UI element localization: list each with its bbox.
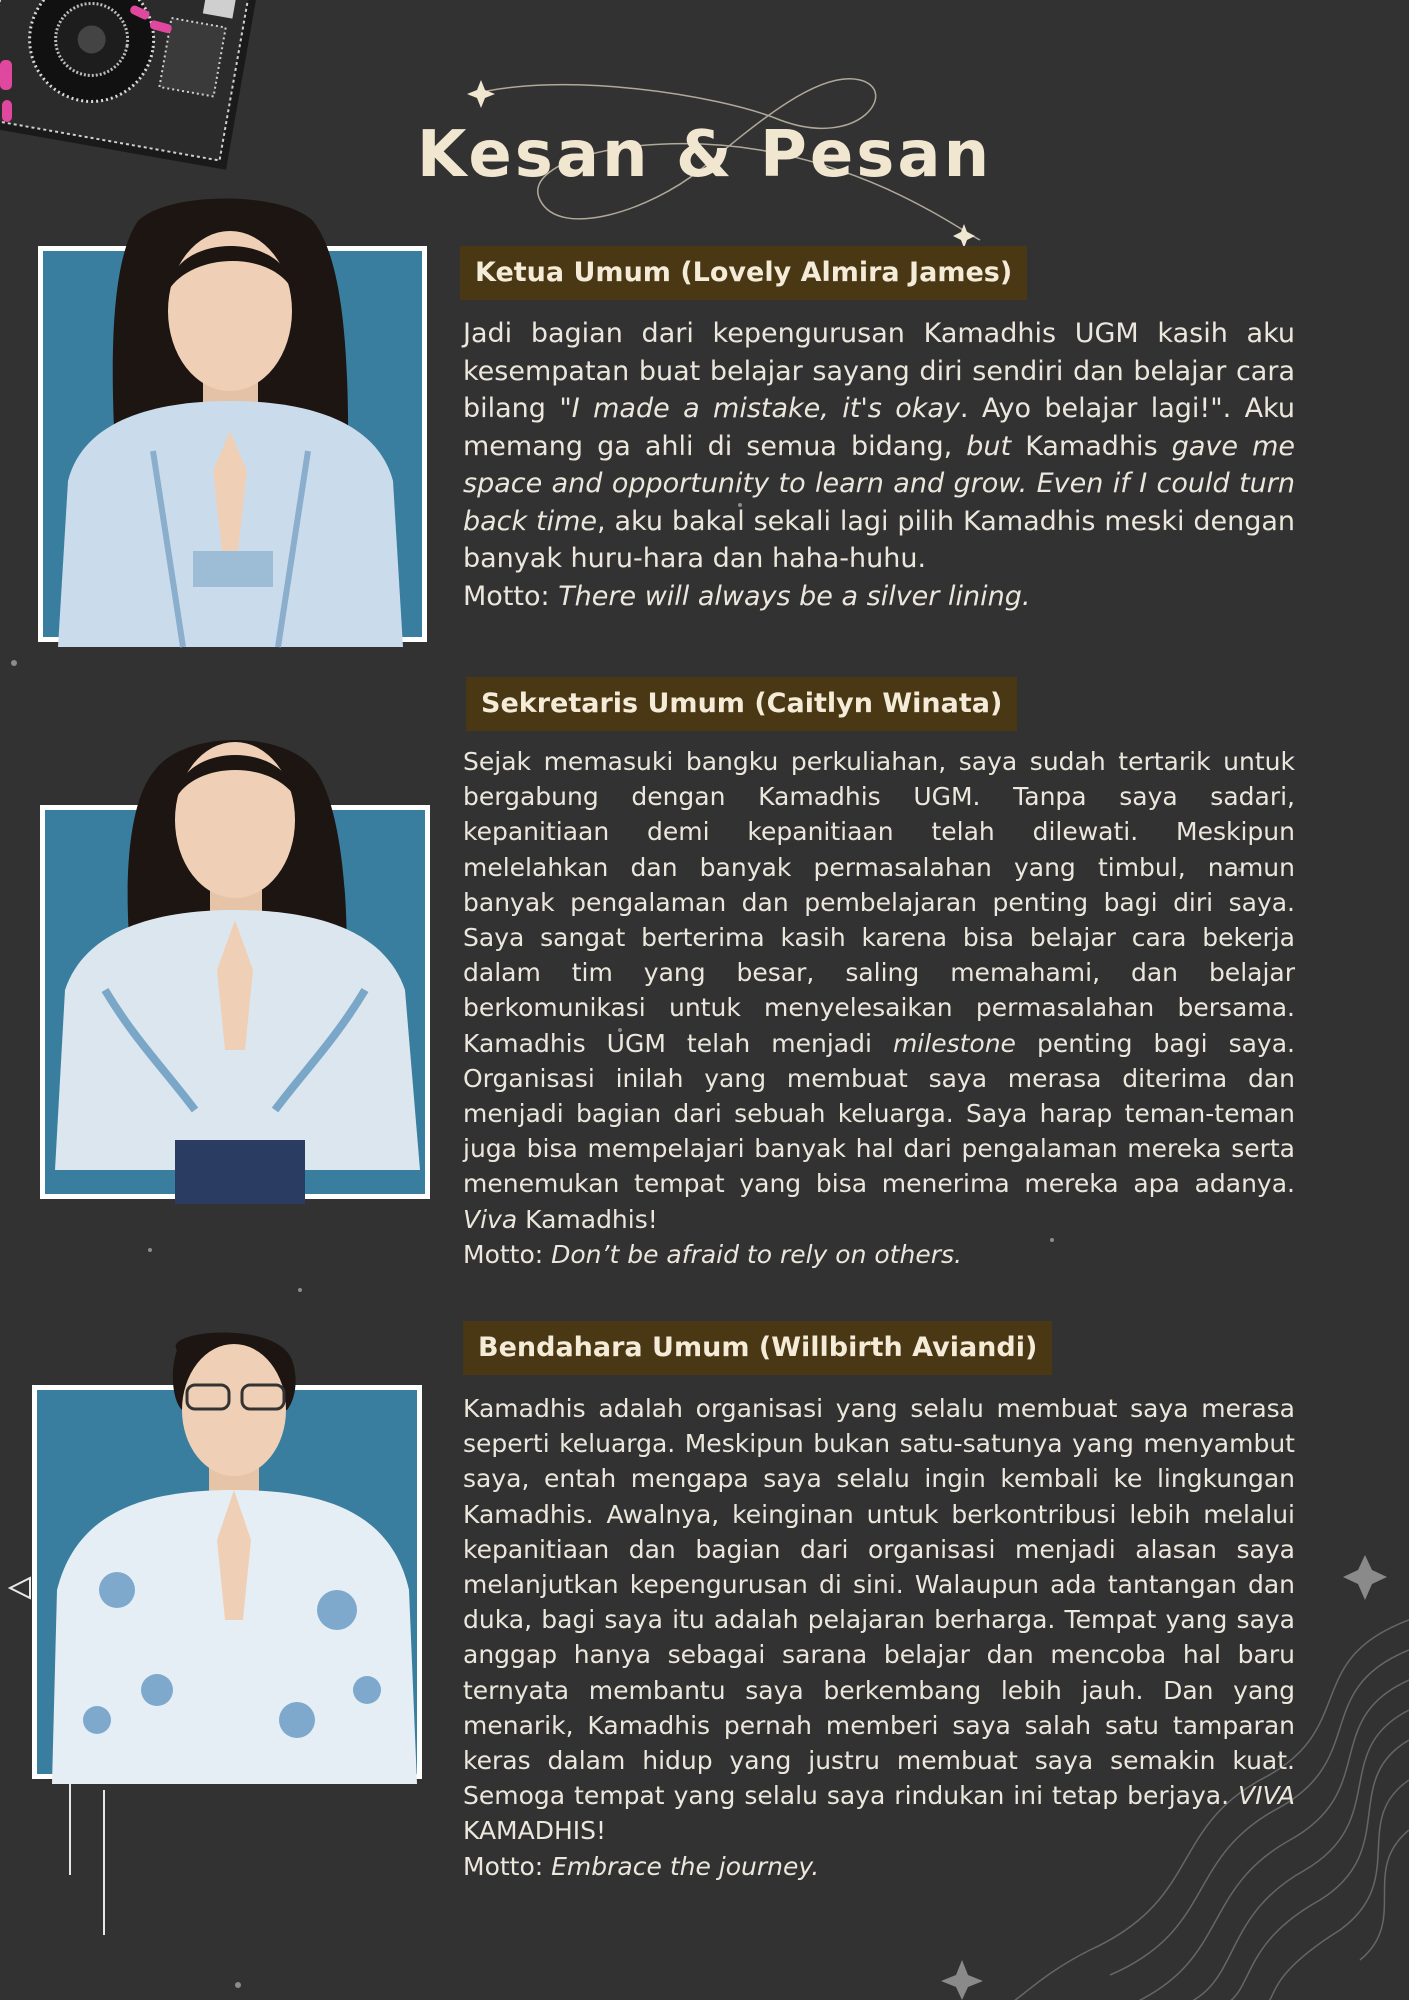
paragraph — [463, 1391, 1295, 1849]
text-part: Sejak memasuki bangku perkuliahan, saya sudah tertarik untuk bergabung dengan Kamadhis UGM. Tanpa saya sadari, kepanitiaan demi kepanitiaan telah dilewati. Meskipun melelahkan dan banyak permasalahan yang timbul, namun banyak pengalaman dan pembelajaran penting bagi diri saya. Saya sangat berterima kasih karena bisa belajar cara bekerja dalam tim yang besar, saling memahami, dan belajar berkomunikasi untuk menyelesaikan permasalahan bersama. Kamadhis UGM telah menjadi — [463, 747, 1295, 1058]
text-bendahara-umum — [463, 1391, 1295, 1884]
text-part-italic: milestone — [892, 1028, 1016, 1058]
person-portrait-icon — [45, 810, 435, 1204]
text-part: . Ayo belajar lagi!". Aku memang ga ahli di semua bidang, — [463, 393, 1295, 462]
heading-sekretaris-umum: Sekretaris Umum (Caitlyn Winata) — [466, 677, 1017, 731]
text-part-italic: Viva — [463, 1204, 518, 1234]
text-part: Kamadhis adalah organisasi yang selalu membuat saya merasa seperti keluarga. Meskipun bukan satu-satunya yang menyambut saya, entah mengapa saya selalu ingin kembali ke lingkungan Kamadhis. Awalnya, keinginan untuk berkontribusi lebih melalui kepanitiaan dan bagian dari organisasi menjadi alasan saya melanjutkan kepengurusan di sini. Walaupun ada tantangan dan duka, bagi saya itu adalah pelajaran berharga. Tempat yang saya anggap hanya sebagai sarana belajar dan mencoba hal baru ternyata membantu saya berkembang lebih jauh. Dan yang menarik, Kamadhis pernah memberi saya salah satu tamparan keras dalam hidup yang justru membuat saya semakin kuat. Semoga tempat yang selalu saya rindukan ini tetap berjaya. — [463, 1394, 1295, 1811]
text-part-italic: VIVA — [1238, 1781, 1295, 1811]
text-part-italic: gave me space and opportunity to learn and grow. Even if I could turn back time — [463, 430, 1295, 537]
text-part-italic: but — [966, 430, 1012, 462]
motto-text: There will always be a silver lining. — [558, 580, 1031, 612]
text-part: Kamadhis! — [517, 1204, 658, 1234]
person-portrait-icon — [37, 1390, 427, 1784]
text-ketua-umum — [463, 315, 1295, 615]
photo-sekretaris-umum — [40, 805, 430, 1199]
paragraph — [463, 744, 1295, 1237]
motto-label: Motto: — [463, 1851, 552, 1881]
photo-bendahara-umum — [32, 1385, 422, 1779]
text-part-italic: I made a mistake, it's okay — [571, 393, 960, 424]
paragraph — [463, 315, 1295, 578]
motto-label: Motto: — [463, 1239, 552, 1269]
text-sekretaris-umum — [463, 744, 1295, 1272]
motto — [463, 578, 1295, 616]
motto-text: Don’t be afraid to rely on others. — [551, 1239, 962, 1269]
motto — [463, 1849, 1295, 1884]
motto-label: Motto: — [463, 580, 559, 612]
motto — [463, 1237, 1295, 1272]
heading-bendahara-umum: Bendahara Umum (Willbirth Aviandi) — [463, 1321, 1052, 1375]
text-part: Jadi bagian dari kepengurusan Kamadhis UGM kasih aku kesempatan buat belajar sayang diri sendiri dan belajar cara bilang " — [463, 318, 1295, 424]
page-title: Kesan & Pesan — [416, 118, 993, 192]
photo-ketua-umum — [38, 246, 427, 642]
text-part: , aku bakal sekali lagi pilih Kamadhis meski dengan banyak huru-hara dan haha-huhu. — [463, 505, 1295, 574]
motto-text: Embrace the journey. — [551, 1851, 820, 1881]
text-part: KAMADHIS! — [463, 1816, 607, 1846]
person-portrait-icon — [43, 251, 432, 647]
heading-ketua-umum: Ketua Umum (Lovely Almira James) — [460, 246, 1027, 300]
text-part: Kamadhis — [1011, 430, 1172, 462]
text-part: penting bagi saya. Organisasi inilah yang membuat saya merasa diterima dan menjadi bagian dari sebuah keluarga. Saya harap teman-teman juga bisa mempelajari banyak hal dari pengalaman mereka serta menemukan tempat yang bisa menerima mereka apa adanya. — [463, 1028, 1295, 1199]
